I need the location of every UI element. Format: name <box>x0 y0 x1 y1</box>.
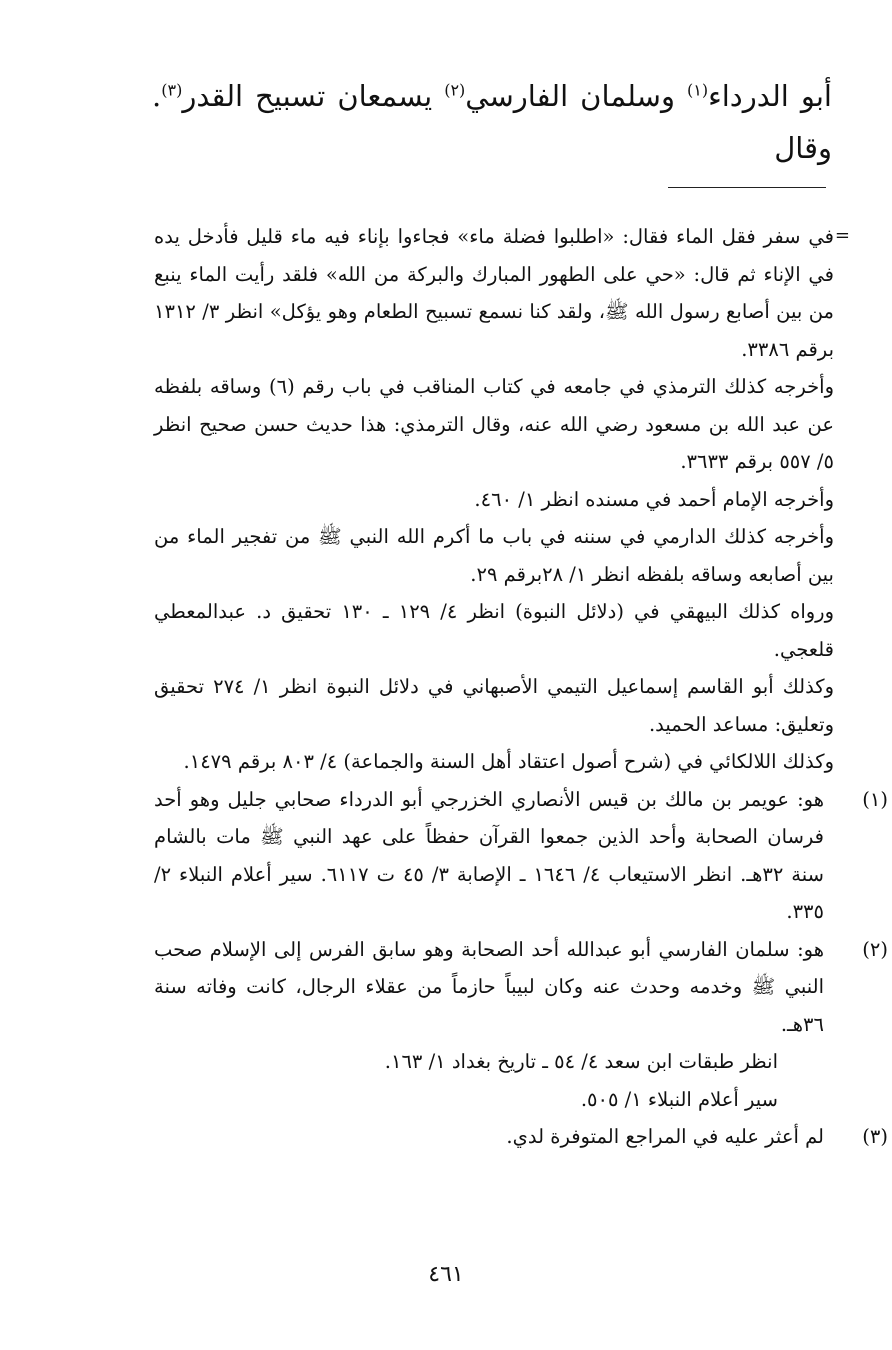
footnote-text: هو: سلمان الفارسي أبو عبدالله أحد الصحابة وهو سابق الفرس إلى الإسلام صحب النبي ﷺ وخدمه وحدث عنه وكان لبيباً حازماً من عقلاء الرجال، كانت وفاته سنة ٣٦هـ. <box>154 937 824 1036</box>
note-paragraph: وكذلك أبو القاسم إسماعيل التيمي الأصبهاني في دلائل النبوة انظر ١/ ٢٧٤ تحقيق وتعليق: مساعد الحميد. <box>154 675 835 736</box>
note-paragraph: في سفر فقل الماء فقال: «اطلبوا فضلة ماء» فجاءوا بإناء فيه ماء قليل فأدخل يده في الإناء ثم قال: «حي على الطهور المبارك والبركة من الله» فلقد رأيت الماء ينبع من بين أصابع رسول الله ﷺ، ولقد كنا نسمع تسبيح الطعام وهو يؤكل» انظر ٣/ ١٣١٢ برقم ٣٣٨٦. <box>154 225 834 361</box>
continuation-marker: = <box>834 225 850 246</box>
note-paragraph: ورواه كذلك البيهقي في (دلائل النبوة) انظر ٤/ ١٢٩ ـ ١٣٠ تحقيق د. عبدالمعطي قلعجي. <box>154 600 834 661</box>
footnote-2 <box>154 931 888 1119</box>
footnote-reference: انظر طبقات ابن سعد ٤/ ٥٤ ـ تاريخ بغداد ١/ ١٦٣. <box>384 1050 778 1073</box>
note-paragraph: وأخرجه الإمام أحمد في مسنده انظر ١/ ٤٦٠. <box>474 487 834 511</box>
main-text-part-3: يسمعان تسبيح القدر <box>182 79 445 113</box>
note-paragraph: وأخرجه كذلك الدارمي في سننه في باب ما أكرم الله النبي ﷺ من تفجير الماء من بين أصابعه وساقه بلفظه انظر ١/ ٢٨برقم ٢٩. <box>154 525 834 586</box>
footnote-ref-3[interactable]: (٣) <box>161 80 183 100</box>
footnote-number: (١) <box>862 787 888 811</box>
main-text-part-2: وسلمان الفارسي <box>465 79 688 113</box>
footnote-ref-2[interactable]: (٢) <box>444 80 466 100</box>
footnote-3 <box>154 1118 888 1156</box>
page-number: ٤٦١ <box>428 1262 464 1287</box>
footnote-separator <box>668 187 826 188</box>
footnotes-section <box>154 218 888 1156</box>
main-text-part-4: . وقال <box>152 79 832 165</box>
footnote-text: لم أعثر عليه في المراجع المتوفرة لدي. <box>506 1125 824 1148</box>
main-text-line <box>152 70 832 174</box>
footnote-number: (٣) <box>862 1125 888 1148</box>
note-paragraph: وأخرجه كذلك الترمذي في جامعه في كتاب المناقب في باب رقم (٦) وساقه بلفظه عن عبد الله بن مسعود رضي الله عنه، وقال الترمذي: هذا حديث حسن صحيح انظر ٥/ ٥٥٧ برقم ٣٦٣٣. <box>154 375 834 473</box>
footnote-ref-1[interactable]: (١) <box>687 80 709 100</box>
main-text-part-1: أبو الدرداء <box>708 79 832 113</box>
footnote-1 <box>154 781 888 931</box>
footnote-reference: سير أعلام النبلاء ١/ ٥٠٥. <box>580 1087 778 1111</box>
footnote-number: (٢) <box>862 937 888 961</box>
footnote-text: هو: عويمر بن مالك بن قيس الأنصاري الخزرجي أبو الدرداء صحابي جليل وهو أحد فرسان الصحابة وأحد الذين جمعوا القرآن حفظاً على عهد النبي ﷺ مات بالشام سنة ٣٢هـ. انظر الاستيعاب ٤/ ١٦٤٦ ـ الإصابة ٣/ ٤٥ ت ٦١١٧. سير أعلام النبلاء ٢/ ٣٣٥. <box>154 787 824 923</box>
note-paragraph: وكذلك اللالكائي في (شرح أصول اعتقاد أهل السنة والجماعة) ٤/ ٨٠٣ برقم ١٤٧٩. <box>183 750 834 773</box>
